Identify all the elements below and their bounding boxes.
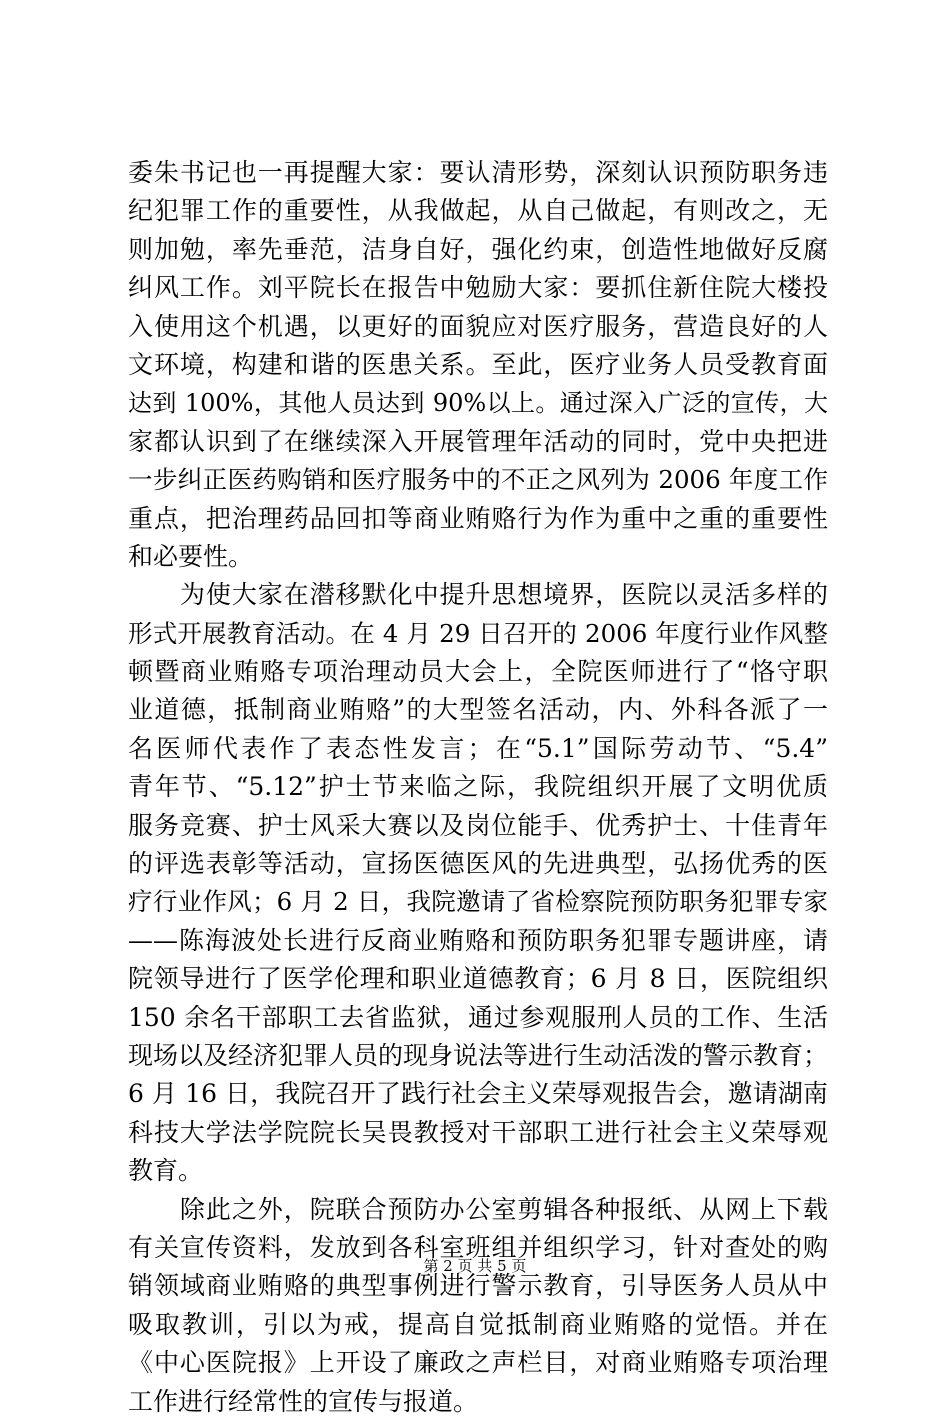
text-line: 则加勉，率先垂范，洁身自好，强化约束，创造性地做好反腐	[128, 234, 828, 264]
page-footer: 第 2 页 共 5 页	[423, 1257, 527, 1275]
text-line: 为使大家在潜移默化中提升思想境界，医院以灵活多样的	[128, 580, 828, 610]
text-line: 家都认识到了在继续深入开展管理年活动的同时，党中央把进	[128, 426, 828, 456]
text-line: 名医师代表作了表态性发言；在“5.1”国际劳动节、“5.4”	[128, 733, 828, 763]
text-line: 吸取教训，引以为戒，提高自觉抵制商业贿赂的觉悟。并在	[128, 1309, 828, 1339]
text-line: 科技大学法学院院长吴畏教授对干部职工进行社会主义荣辱观	[128, 1117, 828, 1147]
text-line: 教育。	[128, 1156, 204, 1186]
document-body	[128, 154, 828, 1421]
text-line: 形式开展教育活动。在 4 月 29 日召开的 2006 年度行业作风整	[128, 618, 828, 648]
text-line: 达到 100%，其他人员达到 90%以上。通过深入广泛的宣传，大	[128, 389, 828, 418]
text-line: 6 月 16 日，我院召开了践行社会主义荣辱观报告会，邀请湖南	[128, 1079, 828, 1109]
text-line: 顿暨商业贿赂专项治理动员大会上，全院医师进行了“恪守职	[128, 657, 828, 687]
text-line: 和必要性。	[128, 541, 254, 571]
text-line: 销领域商业贿赂的典型事例进行警示教育，引导医务人员从中	[128, 1271, 828, 1301]
text-line: 《中心医院报》上开设了廉政之声栏目，对商业贿赂专项治理	[128, 1348, 828, 1378]
text-line: 入使用这个机遇，以更好的面貌应对医疗服务，营造良好的人	[128, 311, 828, 341]
text-line: 纪犯罪工作的重要性，从我做起，从自己做起，有则改之，无	[128, 196, 828, 226]
text-line: 150 余名干部职工去省监狱，通过参观服刑人员的工作、生活	[128, 1002, 828, 1032]
text-line: 服务竞赛、护士风采大赛以及岗位能手、优秀护士、十佳青年	[128, 810, 828, 840]
text-line: 院领导进行了医学伦理和职业道德教育；6 月 8 日，医院组织	[128, 964, 828, 994]
text-line: 除此之外，院联合预防办公室剪辑各种报纸、从网上下载	[128, 1194, 828, 1224]
text-line: 一步纠正医药购销和医疗服务中的不正之风列为 2006 年度工作	[128, 465, 828, 495]
text-line: 有关宣传资料，发放到各科室班组并组织学习，针对查处的购	[128, 1232, 828, 1262]
text-line: 业道德，抵制商业贿赂”的大型签名活动，内、外科各派了一	[128, 695, 828, 725]
text-line: 工作进行经常性的宣传与报道。	[128, 1386, 479, 1416]
text-line: 重点，把治理药品回扣等商业贿赂行为作为重中之重的重要性	[128, 503, 828, 533]
text-line: 委朱书记也一再提醒大家：要认清形势，深刻认识预防职务违	[128, 158, 828, 187]
text-line: 疗行业作风；6 月 2 日，我院邀请了省检察院预防职务犯罪专家	[128, 887, 828, 917]
text-line: 的评选表彰等活动，宣扬医德医风的先进典型，弘扬优秀的医	[128, 849, 828, 879]
text-line: 文环境，构建和谐的医患关系。至此，医疗业务人员受教育面	[128, 349, 828, 379]
text-line: 现场以及经济犯罪人员的现身说法等进行生动活泼的警示教育；	[128, 1040, 829, 1070]
text-line: 青年节、“5.12”护士节来临之际，我院组织开展了文明优质	[128, 772, 828, 802]
text-line: ——陈海波处长进行反商业贿赂和预防职务犯罪专题讲座，请	[128, 925, 828, 955]
text-line: 纠风工作。刘平院长在报告中勉励大家：要抓住新住院大楼投	[128, 273, 828, 303]
